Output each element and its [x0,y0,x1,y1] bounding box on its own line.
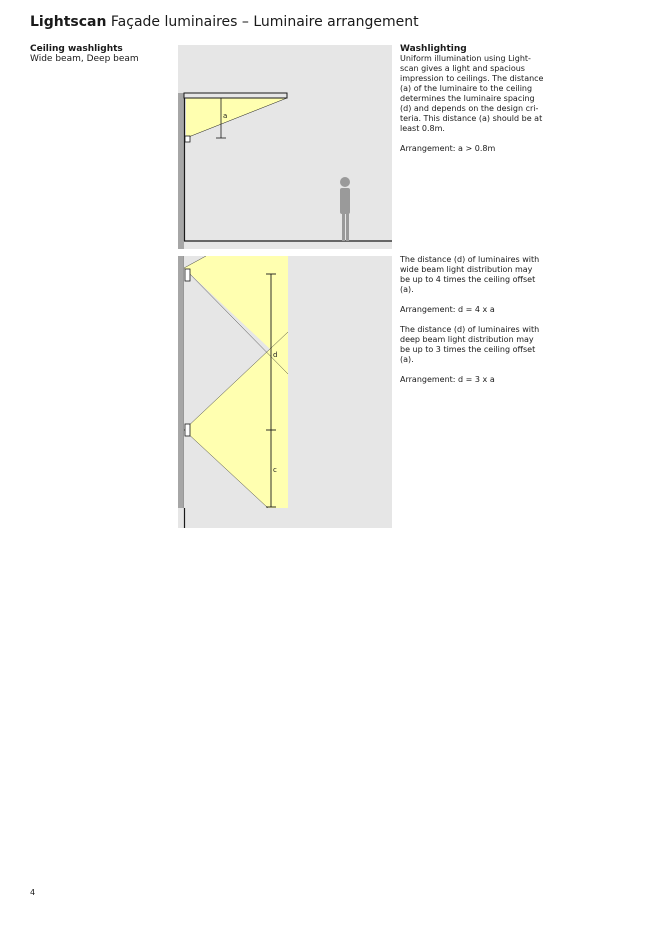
page-number: 4 [30,888,36,897]
wide-beam-description: The distance (d) of luminaires with wide beam light distribution may be up to 4 times the ceiling offset (a). [400,255,540,294]
wide-arrangement-text: Arrangement: d = 4 x a [400,305,495,314]
luminaire-icon [185,424,190,436]
label-c: c [273,466,277,474]
luminaire-icon [185,269,190,281]
page-title: Façade luminaires – Luminaire arrangement [106,14,419,30]
figure-elevation-view [178,256,392,528]
label-a: a [223,112,228,120]
elevation-view-svg [178,256,392,528]
side-title: Ceiling washlights [30,44,123,54]
deep-beam-description: The distance (d) of luminaires with deep beam light distribution may be up to 3 times the ceiling offset (a). [400,325,540,364]
section-spacing [400,255,550,395]
wall-shading [178,256,184,508]
section-view-svg [178,45,392,249]
deep-arrangement-text: Arrangement: d = 3 x a [400,375,495,384]
arrangement-text: Arrangement: a > 0.8m [400,144,496,153]
side-subtitle: Wide beam, Deep beam [30,54,139,64]
ceiling-slab [184,93,287,98]
person-icon [340,177,350,241]
label-d: d [273,351,278,359]
luminaire-icon [185,136,190,142]
washlighting-description: Uniform illumination using Light- scan gives a light and spacious impression to ceilings. The distance (a) of the luminaire to the ceiling determines the luminaire spacing (d) and depends on the design cri- teria. This distance (a) should be at least 0.8m. [400,54,544,133]
section-washlighting [400,44,550,164]
section-title: Washlighting [400,44,467,54]
page-header [30,14,419,30]
figure-section-view [178,45,392,249]
brand-name: Lightscan [30,14,107,30]
wall-shading [178,93,184,249]
side-heading [30,44,139,64]
